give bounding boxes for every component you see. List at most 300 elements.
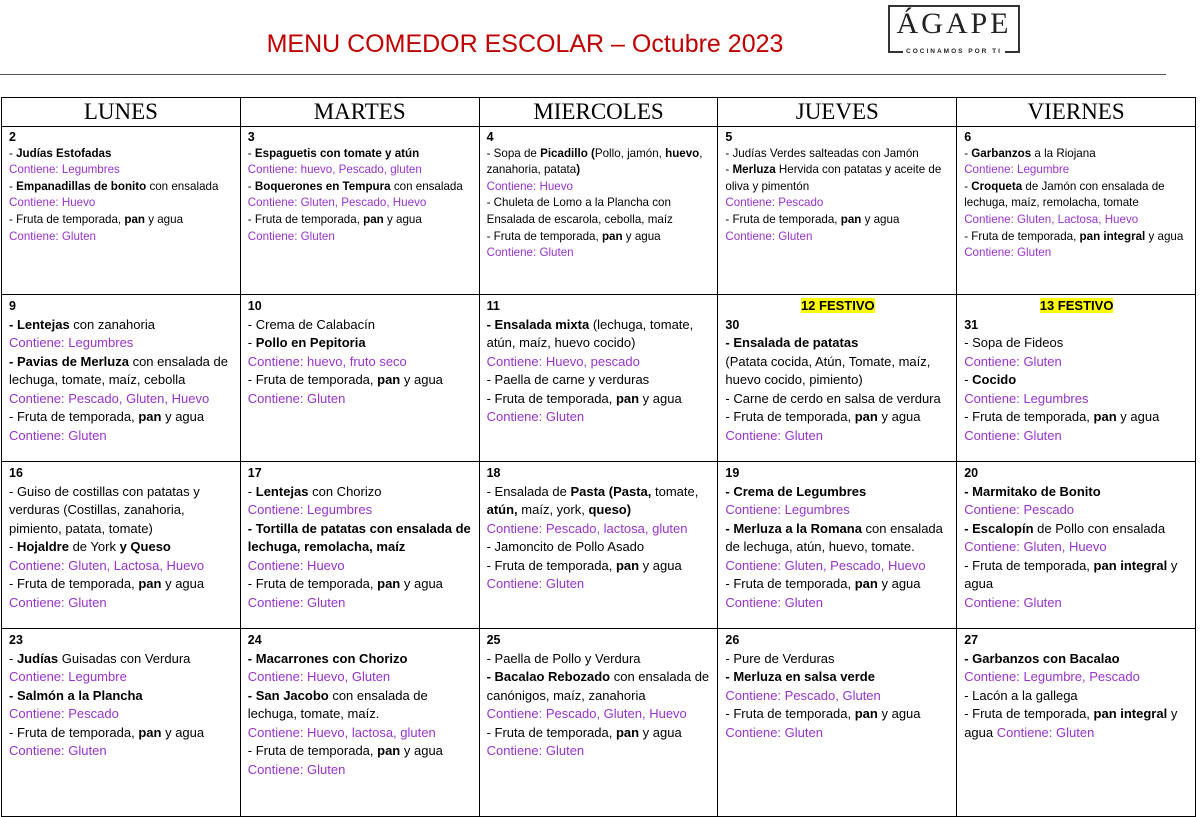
dish-text: Judías (16, 650, 59, 666)
menu-line (248, 575, 473, 594)
day-cell (2, 295, 241, 462)
dish-text: Pollo, jamón, (594, 146, 666, 160)
dish-text: - Carne de cerdo en salsa de verdura (725, 390, 941, 406)
menu-line (964, 408, 1189, 427)
menu-line (725, 146, 950, 163)
allergen-text: Contiene: Gluten (486, 409, 585, 424)
dish-text: - Merluza en salsa verde (725, 669, 875, 684)
day-cell (957, 629, 1196, 817)
menu-line (9, 179, 234, 196)
allergen-text: Contiene: huevo, Pescado, gluten (247, 163, 422, 177)
dish-text: y agua (400, 743, 443, 758)
dish-text: y agua (1116, 409, 1160, 424)
day-number: 18 (486, 466, 501, 480)
dish-text: Boquerones en Tempura (254, 179, 391, 193)
dish-text: y agua (639, 390, 682, 406)
allergen-text: Contiene: Pescado (9, 706, 119, 721)
menu-line (9, 575, 234, 594)
menu-line (9, 742, 234, 761)
dish-text: Cocido (972, 372, 1017, 387)
dish-text: Hojaldre (16, 539, 69, 554)
dish-text: Espaguetis con tomate y atún (254, 146, 420, 160)
allergen-text: Contiene: Legumbre (9, 669, 127, 684)
dish-text: - Crema de Legumbres (725, 483, 867, 499)
menu-line (964, 179, 1189, 212)
dish-text: - Fruta de temporada, (9, 212, 125, 226)
menu-line (9, 353, 234, 390)
dish-text: - (9, 539, 17, 554)
dish-text: - Paella de carne y verduras (486, 372, 650, 387)
dish-text: y agua (161, 409, 205, 424)
menu-calendar (1, 97, 1196, 817)
dish-text: tomate, (651, 483, 699, 499)
menu-line (487, 195, 712, 228)
week-row (2, 295, 1196, 462)
menu-line (9, 687, 234, 706)
menu-line (487, 724, 712, 743)
day-number: 11 (486, 299, 500, 313)
allergen-text: Contiene: Gluten (486, 743, 585, 758)
festivo-label (725, 297, 950, 316)
dish-text: - Fruta de temporada, (9, 409, 139, 424)
dish-text: - Sopa de (486, 146, 541, 160)
menu-line (9, 229, 234, 246)
dish-text: - (247, 483, 256, 499)
menu-line (248, 390, 473, 409)
dish-text: - Lacón a la gallega (964, 687, 1078, 703)
day-number: 2 (9, 130, 16, 144)
dish-text: Merluza (732, 163, 776, 177)
dish-text: con ensalada de canónigos, maíz, zanahoria (486, 669, 710, 703)
dish-text: - San Jacobo (247, 687, 329, 703)
allergen-text: Contiene: Gluten (247, 390, 346, 406)
menu-line (487, 520, 712, 539)
dish-text: - Fruta de temporada, (486, 724, 616, 740)
day-cell (718, 295, 957, 462)
menu-line (248, 212, 473, 229)
day-number: 5 (725, 130, 733, 144)
dish-text: Pasta (Pasta, (570, 483, 652, 499)
allergen-text: Contiene: Gluten (964, 353, 1062, 369)
dish-text: - Fruta de temporada, (725, 212, 841, 226)
allergen-text: Contiene: Gluten (725, 724, 823, 740)
dish-text: pan integral (1093, 557, 1168, 573)
menu-line (248, 353, 473, 372)
menu-line (725, 520, 950, 557)
allergen-text: Contiene: Gluten (486, 576, 585, 591)
menu-line (964, 212, 1189, 229)
dish-text: (lechuga, tomate, atún, maíz, huevo cocido) (486, 316, 694, 350)
allergen-text: Contiene: Gluten (996, 724, 1095, 740)
dish-text: pan (840, 212, 862, 226)
menu-line (725, 575, 950, 594)
menu-line (725, 408, 950, 427)
menu-line (248, 195, 473, 212)
dish-text: - Fruta de temporada, (964, 229, 1080, 243)
day-cell (240, 629, 479, 817)
menu-line (9, 390, 234, 409)
dish-text: Judías Estofadas (16, 146, 112, 160)
menu-line (9, 334, 234, 353)
dish-text: - (964, 179, 972, 193)
menu-line (725, 650, 950, 669)
menu-line (487, 668, 712, 705)
dish-text: Picadillo ( (540, 146, 595, 160)
menu-line (725, 668, 950, 687)
dish-text: con ensalada de lechuga, tomate, maíz, cebolla (9, 353, 228, 387)
menu-line (964, 501, 1189, 520)
dish-text: y agua (964, 706, 1178, 740)
day-number: 19 (725, 466, 740, 480)
menu-line (725, 353, 950, 390)
allergen-text: Contiene: Gluten (725, 229, 813, 243)
menu-line (964, 538, 1189, 557)
menu-line (964, 650, 1189, 669)
dish-text: - Ensalada mixta (486, 316, 590, 332)
dish-text: pan integral (1093, 706, 1168, 721)
dish-text: - Fruta de temporada, (9, 576, 139, 591)
dish-text: - Fruta de temporada, (486, 390, 616, 406)
dish-text: - Fruta de temporada, (725, 576, 855, 591)
allergen-text: Contiene: Pescado, Gluten (725, 687, 881, 703)
allergen-text: Contiene: Legumbre (964, 163, 1070, 177)
menu-line (487, 353, 712, 372)
menu-line (487, 390, 712, 409)
menu-line (964, 668, 1189, 687)
allergen-text: Contiene: Gluten (247, 229, 335, 243)
dish-text: - Judías Verdes salteadas con Jamón (725, 146, 919, 160)
allergen-text: Contiene: Gluten (9, 229, 97, 243)
dish-text: - Macarrones con Chorizo (247, 650, 408, 666)
menu-line (248, 687, 473, 724)
dish-text: (Patata cocida, Atún, Tomate, maíz, huevo cocido, pimiento) (725, 353, 931, 387)
menu-line (9, 538, 234, 557)
dish-text: - Fruta de temporada, (247, 212, 364, 226)
day-cell (2, 629, 241, 817)
dish-text: - Fruta de temporada, (247, 743, 378, 758)
allergen-text: Contiene: Legumbres (725, 502, 850, 517)
dish-text: y agua (622, 229, 661, 243)
dish-text: a la Riojana (1031, 146, 1096, 160)
dish-text: - Lentejas (9, 316, 70, 332)
dish-text: - Ensalada de (486, 483, 571, 499)
dish-text: con zanahoria (69, 316, 155, 332)
dish-text: - (9, 650, 17, 666)
menu-line (487, 245, 712, 262)
day-number: 26 (725, 633, 740, 647)
day-cell (479, 295, 718, 462)
menu-line (725, 687, 950, 706)
allergen-text: Contiene: Gluten (9, 743, 107, 758)
day-cell (957, 462, 1196, 629)
dish-text: con ensalada de lechuga, atún, huevo, tomate. (725, 520, 943, 554)
menu-line (248, 650, 473, 669)
dish-text: atún, (486, 502, 518, 517)
dish-text: pan (138, 409, 162, 424)
allergen-text: Contiene: Pescado, lactosa, gluten (486, 520, 688, 536)
dish-text: - Guiso de costillas con patatas y verduras (Costillas, zanahoria, pimiento, patata, tomate) (9, 483, 200, 536)
menu-line (964, 483, 1189, 502)
allergen-text: Contiene: Gluten, Pescado, Huevo (725, 557, 926, 573)
dish-text: - (9, 179, 17, 193)
dish-text: - (964, 372, 973, 387)
menu-line (964, 334, 1189, 353)
dish-text: pan (601, 229, 623, 243)
dish-text: - Tortilla de patatas con ensalada de lechuga, remolacha, maíz (247, 520, 471, 554)
dish-text: - Fruta de temporada, (247, 372, 378, 387)
menu-line (725, 229, 950, 246)
day-number: 24 (247, 633, 262, 647)
dish-text: - Chuleta de Lomo a la Plancha con Ensalada de escarola, cebolla, maíz (486, 196, 673, 226)
day-number: 4 (486, 130, 494, 144)
menu-line (725, 195, 950, 212)
allergen-text: Contiene: Gluten, Lactosa, Huevo (9, 557, 205, 573)
dish-text: - Ensalada de patatas (725, 335, 859, 350)
dish-text: - Merluza a la Romana (725, 520, 862, 536)
menu-line (725, 427, 950, 446)
menu-line (964, 705, 1189, 742)
dish-text: pan (615, 557, 640, 573)
dish-text: , zanahoria, patata (486, 146, 703, 177)
menu-line (725, 212, 950, 229)
dish-text: y agua (144, 212, 184, 226)
dish-text: Croqueta (971, 179, 1023, 193)
menu-line (487, 705, 712, 724)
menu-line (9, 195, 234, 212)
menu-line (248, 334, 473, 353)
allergen-text: Contiene: Legumbres (9, 335, 134, 350)
festivo-highlight: 13 FESTIVO (1039, 298, 1114, 313)
menu-line (487, 557, 712, 576)
dish-text: pan (377, 743, 401, 758)
menu-line (9, 557, 234, 576)
menu-line (725, 557, 950, 576)
festivo-highlight: 12 FESTIVO (800, 298, 875, 313)
dish-text: y agua (964, 557, 1178, 591)
day-header-jueves: JUEVES (718, 98, 957, 127)
header-divider (0, 74, 1166, 75)
menu-line (487, 179, 712, 196)
allergen-text: Contiene: Gluten (247, 761, 346, 777)
dish-text: Lentejas (255, 483, 309, 499)
dish-text: pan (1093, 409, 1117, 424)
day-header-miercoles: MIERCOLES (479, 98, 718, 127)
dish-text: - Fruta de temporada, (725, 409, 855, 424)
menu-line (248, 742, 473, 761)
dish-text: pan (377, 372, 401, 387)
menu-line (9, 146, 234, 163)
dish-text: pan (615, 390, 640, 406)
menu-line (964, 146, 1189, 163)
menu-line (9, 705, 234, 724)
week-row (2, 127, 1196, 295)
menu-line (487, 538, 712, 557)
dish-text: - (725, 163, 733, 177)
menu-line (248, 229, 473, 246)
menu-line (487, 408, 712, 427)
day-header-lunes: LUNES (2, 98, 241, 127)
menu-line (248, 179, 473, 196)
allergen-text: Contiene: Pescado, Gluten, Huevo (486, 706, 687, 721)
dish-text: - Sopa de Fideos (964, 335, 1064, 350)
allergen-text: Contiene: Pescado, Gluten, Huevo (9, 390, 210, 406)
dish-text: con Chorizo (308, 483, 382, 499)
dish-text: - Jamoncito de Pollo Asado (486, 539, 645, 554)
dish-text: de Pollo con ensalada (1033, 520, 1166, 536)
day-number: 23 (9, 633, 23, 647)
day-number: 30 (725, 317, 740, 332)
menu-line (9, 650, 234, 669)
allergen-text: Contiene: Pescado (964, 502, 1075, 517)
day-cell (479, 629, 718, 817)
allergen-text: Contiene: Gluten, Lactosa, Huevo (964, 212, 1139, 226)
dish-text: y agua (400, 372, 443, 387)
menu-line (248, 594, 473, 613)
dish-text: Hervida con patatas y aceite de oliva y pimentón (725, 163, 942, 193)
day-number: 6 (964, 130, 972, 144)
page-title: MENU COMEDOR ESCOLAR – Octubre 2023 (266, 30, 784, 58)
menu-line (964, 390, 1189, 409)
menu-line (487, 650, 712, 669)
menu-line (9, 594, 234, 613)
allergen-text: Contiene: Gluten (9, 594, 107, 610)
dish-text: y agua (1145, 229, 1184, 243)
menu-line (487, 229, 712, 246)
week-row (2, 629, 1196, 817)
menu-line (487, 483, 712, 520)
menu-line (487, 316, 712, 353)
dish-text: - (964, 146, 972, 160)
menu-line (487, 371, 712, 390)
menu-line (248, 724, 473, 743)
dish-text: huevo (665, 146, 700, 160)
day-cell (957, 127, 1196, 295)
dish-text: - Fruta de temporada, (247, 576, 378, 591)
menu-line (248, 162, 473, 179)
dish-text: y agua (383, 212, 422, 226)
menu-line (725, 724, 950, 743)
dish-text: - Fruta de temporada, (964, 409, 1094, 424)
day-cell (718, 127, 957, 295)
menu-line (964, 162, 1189, 179)
dish-text: con ensalada (390, 179, 463, 193)
dish-text: - Garbanzos con Bacalao (964, 650, 1120, 666)
day-cell (240, 462, 479, 629)
dish-text: - Bacalao Rebozado (486, 669, 611, 684)
allergen-text: Contiene: Gluten (964, 427, 1062, 443)
menu-line (964, 557, 1189, 594)
allergen-text: Contiene: huevo, fruto seco (247, 353, 407, 369)
allergen-text: Contiene: Huevo (247, 557, 345, 573)
dish-text: y agua (639, 724, 682, 740)
dish-text: - Pavias de Merluza (9, 353, 129, 369)
allergen-text: Contiene: Legumbre, Pescado (964, 669, 1140, 684)
dish-text: - Escalopín (964, 520, 1034, 536)
day-cell (479, 127, 718, 295)
allergen-text: Contiene: Gluten (725, 427, 823, 443)
menu-line (487, 146, 712, 179)
menu-line (248, 761, 473, 780)
day-cell (2, 462, 241, 629)
day-number: 25 (486, 633, 501, 647)
menu-line (248, 371, 473, 390)
dish-text: - Fruta de temporada, (725, 706, 855, 721)
menu-line (964, 229, 1189, 246)
day-number: 20 (964, 466, 979, 480)
dish-text: ) (576, 163, 581, 177)
weeks-body (2, 127, 1196, 817)
allergen-text: Contiene: Legumbres (964, 390, 1089, 406)
dish-text: y agua (877, 409, 921, 424)
allergen-text: Contiene: Legumbres (9, 163, 120, 177)
day-number: 10 (247, 299, 262, 313)
menu-line (248, 316, 473, 335)
dish-text: y Queso (119, 539, 171, 554)
allergen-text: Contiene: Huevo (486, 179, 573, 193)
menu-line (487, 575, 712, 594)
day-number: 3 (247, 130, 255, 144)
menu-line (9, 483, 234, 539)
dish-text: - Fruta de temporada, (486, 557, 616, 573)
day-header-viernes: VIERNES (957, 98, 1196, 127)
menu-line (248, 668, 473, 687)
menu-line (725, 594, 950, 613)
menu-line (9, 427, 234, 446)
allergen-text: Contiene: Gluten (964, 594, 1062, 610)
menu-line (725, 162, 950, 195)
dish-text: - Marmitako de Bonito (964, 483, 1101, 499)
allergen-text: Contiene: Gluten, Huevo (964, 539, 1107, 554)
day-cell (240, 127, 479, 295)
menu-line (725, 334, 950, 353)
weekday-header-row (2, 98, 1196, 127)
dish-text: y agua (877, 576, 921, 591)
dish-text: de Jamón con ensalada de lechuga, maíz, remolacha, tomate (964, 179, 1165, 210)
allergen-text: Contiene: Huevo, pescado (486, 353, 640, 369)
dish-text: - (9, 146, 17, 160)
dish-text: pan (854, 409, 878, 424)
allergen-text: Contiene: Pescado (725, 196, 824, 210)
dish-text: de York (68, 539, 120, 554)
dish-text: Garbanzos (971, 146, 1032, 160)
menu-line (725, 501, 950, 520)
day-number: 27 (964, 633, 979, 647)
dish-text: y agua (161, 576, 205, 591)
menu-line (248, 520, 473, 557)
menu-line (9, 408, 234, 427)
menu-line (9, 316, 234, 335)
menu-line (964, 687, 1189, 706)
menu-line (487, 742, 712, 761)
dish-text: y agua (161, 724, 205, 740)
menu-line (9, 162, 234, 179)
festivo-label (964, 297, 1189, 316)
allergen-text: Contiene: Huevo, lactosa, gluten (247, 724, 436, 740)
allergen-text: Contiene: Gluten, Pescado, Huevo (247, 196, 427, 210)
menu-line (964, 427, 1189, 446)
menu-line (248, 146, 473, 163)
dish-text: pan (138, 724, 162, 740)
dish-text: - Paella de Pollo y Verdura (486, 650, 641, 666)
allergen-text: Contiene: Gluten (247, 594, 346, 610)
menu-line (725, 705, 950, 724)
day-number: 9 (9, 299, 16, 313)
dish-text: con ensalada (146, 179, 219, 193)
menu-line (964, 520, 1189, 539)
allergen-text: Contiene: Gluten (964, 246, 1052, 260)
dish-text: pan (615, 724, 640, 740)
day-number: 31 (964, 317, 979, 332)
